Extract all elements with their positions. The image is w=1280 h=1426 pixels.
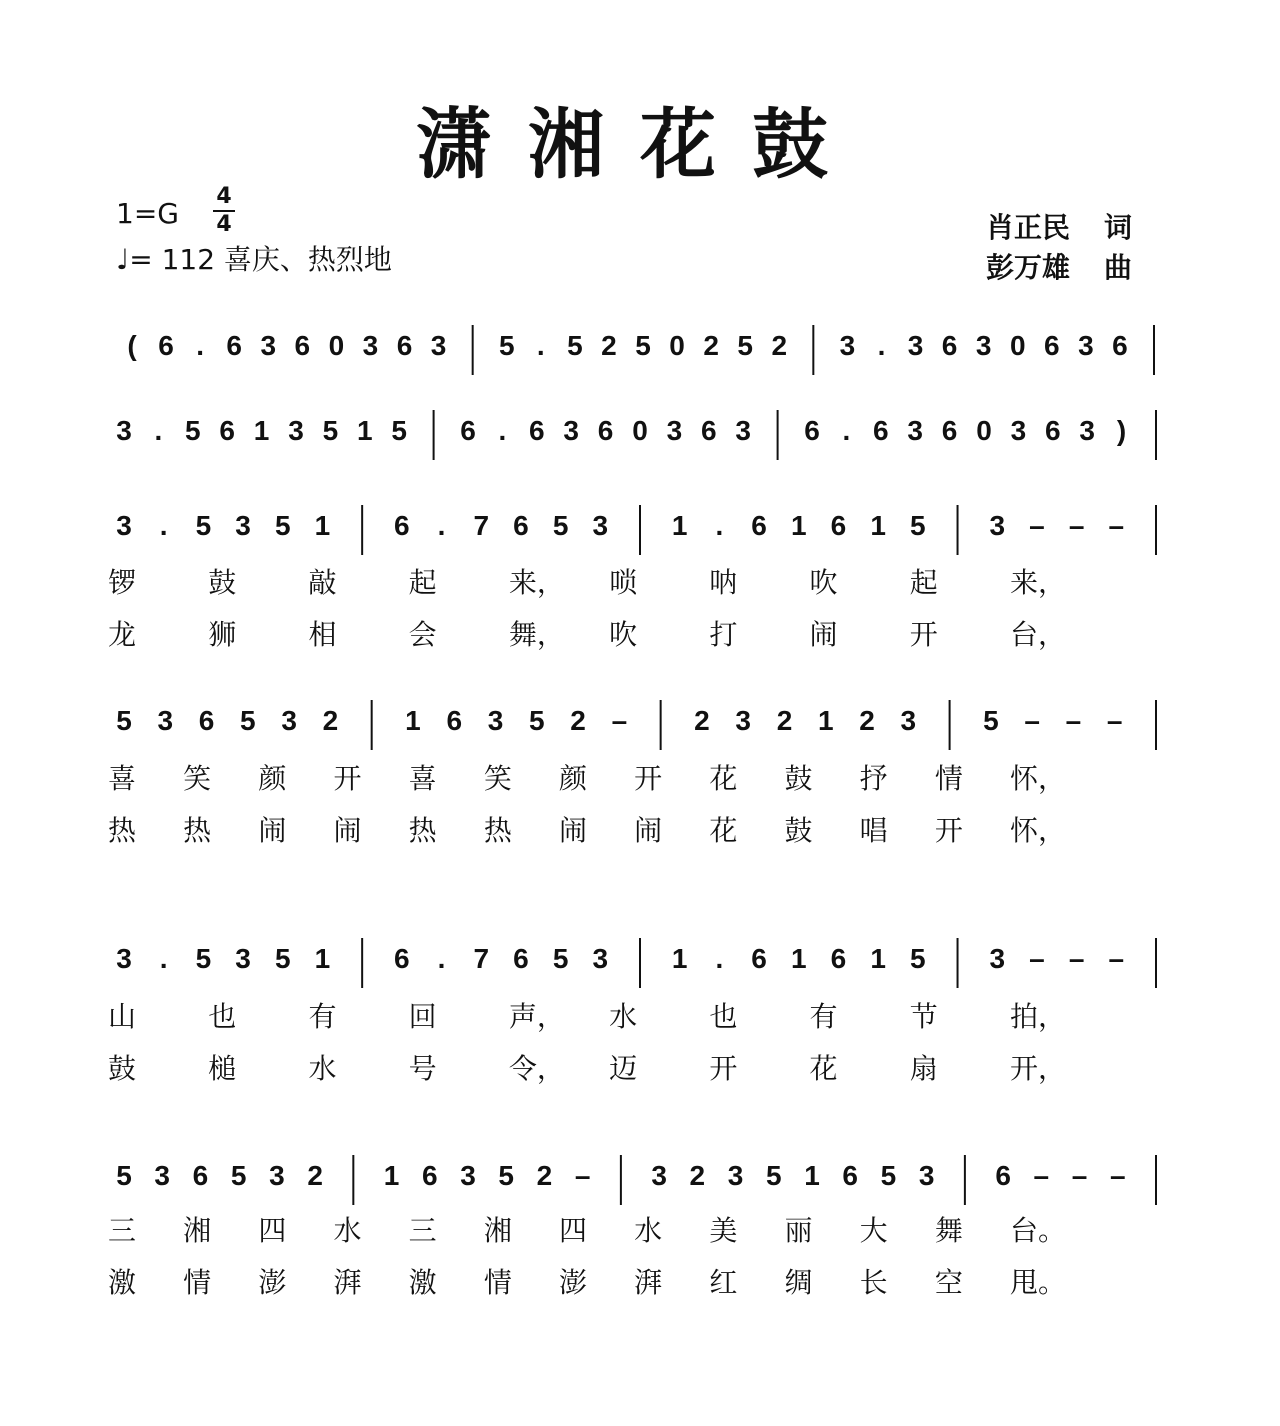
- lyric-verse-1: 也: [709, 1000, 738, 1033]
- note: 6: [198, 705, 215, 736]
- lyric-verse-2: 台，: [1010, 618, 1067, 651]
- note: 3: [460, 1160, 476, 1191]
- lyric-verse-1: 吹: [809, 566, 838, 599]
- note: 6: [830, 510, 847, 541]
- dot: .: [196, 330, 205, 361]
- note: 2: [859, 705, 875, 736]
- lyric-verse-1: 颜: [559, 762, 588, 795]
- note: 5: [910, 943, 926, 974]
- note: 3: [281, 705, 297, 736]
- lyric-verse-2: 舞，: [508, 618, 565, 651]
- note: 3: [651, 1160, 667, 1191]
- note: 1: [790, 943, 807, 974]
- note: 7: [473, 943, 490, 974]
- lyric-verse-1: 唢: [609, 566, 638, 599]
- note: 1: [870, 943, 886, 974]
- note: 3: [975, 330, 992, 361]
- note: 3: [157, 705, 174, 736]
- lyric-verse-2: 开: [934, 814, 963, 847]
- note: 5: [116, 1160, 132, 1191]
- lyric-verse-2: 唱: [859, 814, 888, 847]
- lyric-verse-2: 吹: [609, 618, 638, 651]
- lyric-verse-1: 起: [408, 566, 437, 599]
- sustain-dash: –: [1029, 943, 1045, 974]
- note: 6: [226, 330, 242, 361]
- note: 5: [498, 330, 515, 361]
- lyric-verse-1: 笑: [183, 762, 212, 795]
- sustain-dash: –: [1024, 705, 1040, 736]
- dot: .: [715, 510, 724, 541]
- sustain-dash: –: [1109, 1160, 1126, 1191]
- note: 6: [192, 1160, 209, 1191]
- note: 3: [563, 415, 579, 446]
- lyric-verse-2: 开: [709, 1052, 738, 1085]
- note: 6: [701, 415, 717, 446]
- lyric-verse-1: 节: [909, 1000, 938, 1033]
- lyric-verse-1: 情: [934, 762, 963, 795]
- lyric-verse-1: 也: [208, 1000, 237, 1033]
- sustain-dash: –: [1108, 943, 1125, 974]
- lyric-verse-1: 锣: [108, 566, 137, 599]
- note: 5: [765, 1160, 782, 1191]
- note: 6: [873, 415, 889, 446]
- lyricist-name: 肖正民: [985, 211, 1070, 244]
- lyric-verse-1: 回: [408, 1000, 437, 1033]
- note: 3: [1010, 415, 1027, 446]
- dot: .: [715, 943, 724, 974]
- lyric-verse-2: 激: [408, 1266, 437, 1299]
- note: 6: [1045, 415, 1061, 446]
- lyric-verse-2: 相: [308, 618, 337, 651]
- lyric-verse-2: 甩。: [1010, 1266, 1067, 1299]
- lyric-verse-1: 水: [333, 1214, 362, 1247]
- note: 5: [274, 943, 291, 974]
- note: 2: [322, 705, 339, 736]
- sustain-dash: –: [1068, 510, 1085, 541]
- note: 5: [322, 415, 339, 446]
- note: 2: [536, 1160, 553, 1191]
- lyric-verse-1: 丽: [784, 1214, 813, 1247]
- lyric-verse-2: 鼓: [784, 814, 813, 847]
- note: 5: [274, 510, 291, 541]
- note: 6: [158, 330, 174, 361]
- note: 0: [1009, 330, 1026, 361]
- tempo-marking: ♩= 112 喜庆、热烈地: [116, 243, 392, 276]
- lyric-verse-1: 大: [859, 1214, 888, 1247]
- note: 3: [260, 330, 277, 361]
- note: 1: [804, 1160, 820, 1191]
- note: 5: [391, 415, 407, 446]
- lyric-verse-2: 令，: [508, 1052, 565, 1085]
- dot: .: [159, 943, 168, 974]
- note: 6: [460, 415, 476, 446]
- note: 3: [116, 510, 132, 541]
- lyric-verse-2: 情: [483, 1266, 512, 1299]
- note: 3: [592, 510, 609, 541]
- lyric-verse-2: 热: [408, 814, 437, 847]
- note: 6: [995, 1160, 1011, 1191]
- note: 3: [727, 1160, 744, 1191]
- note: 2: [601, 330, 617, 361]
- lyric-verse-1: 开: [333, 762, 362, 795]
- lyric-verse-1: 有: [809, 1000, 838, 1033]
- lyric-verse-2: 闹: [634, 814, 663, 847]
- note: 6: [529, 415, 545, 446]
- lyric-verse-2: 热: [183, 814, 212, 847]
- lyric-verse-2: 湃: [634, 1266, 663, 1299]
- note: 6: [219, 415, 235, 446]
- note: 3: [918, 1160, 935, 1191]
- sustain-dash: –: [1029, 510, 1045, 541]
- note: 2: [776, 705, 793, 736]
- note: 3: [487, 705, 504, 736]
- note: 6: [1112, 330, 1128, 361]
- note: 6: [941, 415, 958, 446]
- lyric-verse-2: 开: [909, 618, 938, 651]
- sustain-dash: –: [1065, 705, 1082, 736]
- lyric-verse-2: 闹: [559, 814, 588, 847]
- lyric-verse-1: 声，: [508, 1000, 565, 1033]
- lyric-verse-1: 三: [108, 1214, 137, 1247]
- note: 6: [804, 415, 820, 446]
- note: 3: [116, 415, 132, 446]
- lyric-verse-2: 迈: [609, 1052, 638, 1085]
- note: 6: [830, 943, 847, 974]
- lyric-verse-1: 有: [308, 1000, 337, 1033]
- lyric-verse-1: 怀，: [1010, 762, 1067, 795]
- note: 5: [983, 705, 999, 736]
- note: 3: [1079, 415, 1095, 446]
- note: 3: [735, 415, 751, 446]
- lyric-verse-2: 开，: [1010, 1052, 1067, 1085]
- note: 5: [567, 330, 583, 361]
- note: 3: [666, 415, 683, 446]
- lyric-verse-2: 长: [859, 1266, 888, 1299]
- lyric-verse-1: 美: [709, 1214, 738, 1247]
- lyric-verse-1: 起: [909, 566, 938, 599]
- lyric-verse-2: 会: [408, 618, 437, 651]
- lyric-verse-2: 澎: [559, 1266, 588, 1299]
- note: 3: [235, 510, 251, 541]
- composer-role: 曲: [1103, 251, 1132, 284]
- note: 5: [529, 705, 545, 736]
- lyric-verse-2: 澎: [258, 1266, 287, 1299]
- note: 0: [632, 415, 648, 446]
- lyric-verse-1: 喜: [408, 762, 437, 795]
- note: 5: [552, 510, 569, 541]
- lyric-verse-2: 闹: [809, 618, 838, 651]
- note: 2: [694, 705, 710, 736]
- note: 1: [253, 415, 270, 446]
- note: 6: [294, 330, 311, 361]
- key-signature: 1=G: [116, 197, 179, 230]
- note: 6: [513, 943, 529, 974]
- sustain-dash: –: [1108, 510, 1125, 541]
- note: 5: [195, 943, 212, 974]
- note: 5: [552, 943, 569, 974]
- note: 6: [751, 510, 767, 541]
- lyric-verse-2: 热: [108, 814, 137, 847]
- note: 1: [790, 510, 807, 541]
- note: 3: [235, 943, 251, 974]
- lyric-verse-1: 笑: [483, 762, 512, 795]
- lyric-verse-2: 狮: [208, 618, 237, 651]
- note: 0: [328, 330, 345, 361]
- note: 3: [907, 330, 924, 361]
- note: 1: [405, 705, 421, 736]
- lyric-verse-2: 热: [483, 814, 512, 847]
- note: 6: [446, 705, 463, 736]
- note: 3: [288, 415, 304, 446]
- note: 5: [910, 510, 926, 541]
- time-signature-top: 4: [216, 184, 232, 209]
- lyric-verse-2: 激: [108, 1266, 137, 1299]
- note: 3: [900, 705, 917, 736]
- sustain-dash: –: [611, 705, 628, 736]
- lyric-verse-1: 来，: [508, 566, 565, 599]
- note: 5: [116, 705, 132, 736]
- dot: .: [498, 415, 507, 446]
- note: 2: [689, 1160, 706, 1191]
- lyric-verse-1: 湘: [183, 1214, 212, 1247]
- dot: .: [877, 330, 886, 361]
- lyric-verse-2: 闹: [258, 814, 287, 847]
- note: 3: [154, 1160, 171, 1191]
- song-title: 潇湘花鼓: [416, 100, 864, 189]
- note: 0: [669, 330, 685, 361]
- lyric-verse-2: 水: [308, 1052, 337, 1085]
- note: 6: [597, 415, 614, 446]
- note: 3: [735, 705, 751, 736]
- note: 5: [498, 1160, 515, 1191]
- note: 6: [421, 1160, 438, 1191]
- note: 3: [269, 1160, 285, 1191]
- lyric-verse-1: 湘: [483, 1214, 512, 1247]
- lyric-verse-1: 四: [258, 1214, 287, 1247]
- composer-name: 彭万雄: [985, 251, 1070, 284]
- lyric-verse-2: 鼓: [108, 1052, 137, 1085]
- note: 3: [989, 943, 1006, 974]
- note: 5: [185, 415, 201, 446]
- note: 3: [116, 943, 132, 974]
- lyric-verse-2: 龙: [108, 618, 137, 651]
- note: 0: [976, 415, 992, 446]
- note: 1: [314, 943, 331, 974]
- sustain-dash: –: [1071, 1160, 1088, 1191]
- note: 5: [880, 1160, 897, 1191]
- note: 6: [941, 330, 958, 361]
- note: 6: [394, 943, 410, 974]
- note: 1: [817, 705, 834, 736]
- lyric-verse-2: 闹: [333, 814, 362, 847]
- lyric-verse-1: 呐: [709, 566, 738, 599]
- lyricist-role: 词: [1103, 211, 1132, 244]
- lyric-verse-1: 喜: [108, 762, 137, 795]
- note: 6: [394, 510, 410, 541]
- note: 3: [839, 330, 856, 361]
- note: 3: [430, 330, 447, 361]
- note: 2: [570, 705, 586, 736]
- lyric-verse-2: 号: [408, 1052, 437, 1085]
- lyric-verse-1: 拍，: [1010, 1000, 1067, 1033]
- note: 1: [671, 510, 688, 541]
- note: 5: [230, 1160, 247, 1191]
- note: 6: [513, 510, 529, 541]
- note: 3: [1078, 330, 1094, 361]
- note: 5: [240, 705, 256, 736]
- lyric-verse-1: 颜: [258, 762, 287, 795]
- note: 3: [989, 510, 1006, 541]
- note: 3: [907, 415, 923, 446]
- dot: .: [154, 415, 163, 446]
- lyric-verse-2: 打: [709, 618, 738, 651]
- note: (: [127, 330, 137, 361]
- note: 2: [307, 1160, 323, 1191]
- lyric-verse-1: 水: [609, 1000, 638, 1033]
- dot: .: [536, 330, 545, 361]
- sustain-dash: –: [1033, 1160, 1050, 1191]
- lyric-verse-1: 舞: [934, 1214, 963, 1247]
- lyric-verse-1: 台。: [1010, 1214, 1067, 1247]
- note: 6: [842, 1160, 859, 1191]
- note: 7: [473, 510, 490, 541]
- sustain-dash: –: [1106, 705, 1123, 736]
- note: 5: [737, 330, 753, 361]
- lyric-verse-1: 花: [709, 762, 738, 795]
- lyric-verse-2: 花: [709, 814, 738, 847]
- lyric-verse-1: 鼓: [208, 566, 237, 599]
- dot: .: [437, 943, 446, 974]
- lyric-verse-2: 空: [934, 1266, 963, 1299]
- note: 3: [592, 943, 609, 974]
- lyric-verse-1: 鼓: [784, 762, 813, 795]
- note: 1: [870, 510, 886, 541]
- note: 1: [357, 415, 373, 446]
- dot: .: [842, 415, 851, 446]
- time-signature-bottom: 4: [216, 212, 232, 237]
- lyric-verse-2: 花: [809, 1052, 838, 1085]
- sustain-dash: –: [574, 1160, 591, 1191]
- note: 5: [635, 330, 651, 361]
- lyric-verse-1: 敲: [308, 566, 337, 599]
- note: 5: [195, 510, 212, 541]
- note: 2: [703, 330, 719, 361]
- note: 6: [396, 330, 413, 361]
- lyric-verse-1: 三: [408, 1214, 437, 1247]
- note: 2: [771, 330, 788, 361]
- lyric-verse-1: 开: [634, 762, 663, 795]
- note: 3: [362, 330, 379, 361]
- lyric-verse-2: 绸: [784, 1266, 813, 1299]
- lyric-verse-2: 怀，: [1010, 814, 1067, 847]
- lyric-verse-2: 槌: [208, 1052, 237, 1085]
- note: 6: [1044, 330, 1060, 361]
- dot: .: [159, 510, 168, 541]
- dot: .: [437, 510, 446, 541]
- lyric-verse-1: 水: [634, 1214, 663, 1247]
- note: ): [1116, 415, 1127, 446]
- lyric-verse-2: 红: [709, 1266, 738, 1299]
- sustain-dash: –: [1068, 943, 1085, 974]
- lyric-verse-1: 来，: [1010, 566, 1067, 599]
- lyric-verse-2: 湃: [333, 1266, 362, 1299]
- note: 6: [751, 943, 767, 974]
- note: 1: [671, 943, 688, 974]
- lyric-verse-2: 扇: [909, 1052, 938, 1085]
- lyric-verse-1: 四: [559, 1214, 588, 1247]
- note: 1: [383, 1160, 400, 1191]
- lyric-verse-1: 抒: [859, 762, 888, 795]
- lyric-verse-1: 山: [108, 1000, 137, 1033]
- note: 1: [314, 510, 331, 541]
- lyric-verse-2: 情: [183, 1266, 212, 1299]
